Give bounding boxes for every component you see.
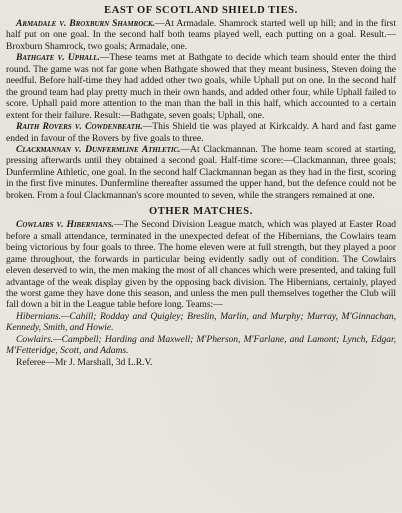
team-list-cowlairs: Cowlairs.—Campbell; Harding and Maxwell; M'Pherson, M'Farlane, and Lamont; Lynch, Edgar, M'Fetteridge, Scott, and Adams. [6,333,396,357]
report-cowlairs-hibernians [6,219,396,311]
match-report: —This Shield tie was played at Kirkcaldy. A hard and fast game ended in favour of the Rovers by five goals to three. [6,121,396,144]
section-heading-other-matches: OTHER MATCHES. [149,206,253,218]
report-bathgate-uphall [6,52,396,121]
match-report: —These teams met at Bathgate to decide which team should enter the third round. The game was not far gone when Bathgate showed that they meant business, Steven doing the needful. Before half-time they had added other two goals, while Uphall put on one. In the second half the ground team had play pretty much in their own hands, and added other four, while Uphall failed to score. Uphall paid more attention to the man than the ball in this half, which accounted to a certain extent for their failure. Result:—Bathgate, seven goals; Uphall, one. [6,52,396,121]
match-teams: Cowlairs v. Hibernians. [16,219,114,231]
team-list-hibernians: Hibernians.—Cahill; Rodday and Quigley; Breslin, Marlin, and Murphy; Murray, M'Ginnachan, Kennedy, Smith, and Howie. [6,310,396,334]
section-heading-east-shield: EAST OF SCOTLAND SHIELD TIES. [104,5,298,16]
match-report: —At Armadale. Shamrock started well up hill; and in the first half put on one goal. In the second half both teams played well, each putting on a goal. Result.—Broxburn Shamrock, two goals; Armadale, one. [6,18,396,52]
match-report: —At Clackmannan. The home team scored at starting, pressing afterwards until they obtained a second goal. Half-time score:—Clackmannan, three goals; Dunfermline Athletic, one goal. In the second half Clackmannan began as they had in the first, scoring in the first five minutes. Dunfermline thereafter assumed the upper hand, but the defence could not be broken. From a foul Clackmannan's score mounted to seven, while the strangers remained at one. [6,143,396,201]
report-armadale-broxburn [6,18,396,52]
report-clackmannan-dunfermline [6,144,396,201]
match-teams: Armadale v. Broxburn Shamrock. [16,18,155,29]
match-teams: Clackmannan v. Dunfermline Athletic. [16,143,181,155]
match-report: —The Second Division League match, which was played at Easter Road before a small attendance, terminated in the unexpected defeat of the Hibernians, the Cowlairs team being victorious by four goals to three. The home eleven were at full strength, but they played a poor game throughout, the forwards in particular being evidently sadly out of condition. The Cowlairs eleven deserved to win, the men making the most of all chances which were presented, and taking full advantage of the weak display given by the opposing back division. The Hibernians, certainly, played the worst game they have done this season, and unless the men pull themselves together the Club will fall down a bit in the League table before long. Teams:— [6,219,396,311]
report-raith-cowdenbeath [6,121,396,144]
match-teams: Raith Rovers v. Cowdenbeath. [16,121,143,133]
referee-line: Referee—Mr J. Marshall, 3d L.R.V. [16,356,153,368]
match-teams: Bathgate v. Uphall. [16,52,100,64]
